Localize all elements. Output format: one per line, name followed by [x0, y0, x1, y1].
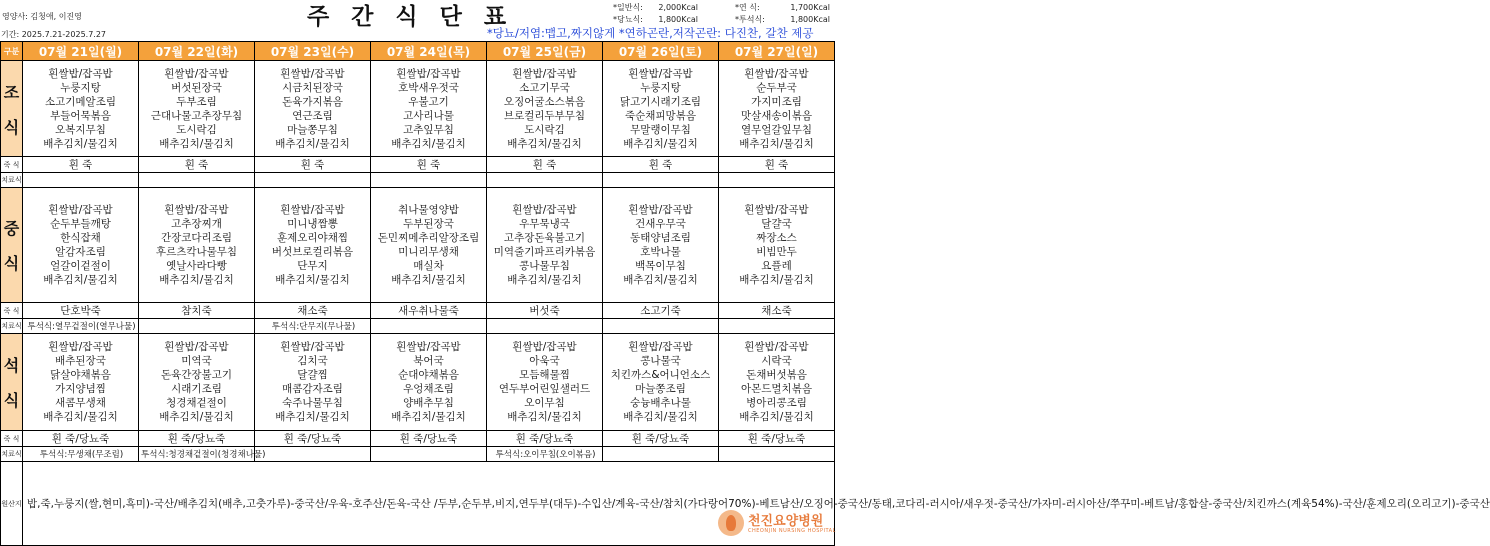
lunch-items-row	[1, 188, 835, 303]
menu-item: 배추김치/물김치	[507, 137, 582, 150]
menu-item: 흰쌀밥/잡곡밥	[628, 204, 693, 216]
menu-item: 고추장찌개	[171, 218, 222, 230]
menu-item: 흰쌀밥/잡곡밥	[744, 204, 809, 216]
treat-cell	[603, 173, 719, 188]
menu-item: 배추김치/물김치	[623, 411, 698, 423]
menu-cell	[603, 334, 719, 431]
menu-item: 병아리콩조림	[746, 397, 807, 409]
treat-label: 치료식	[1, 173, 23, 188]
menu-item: 흰쌀밥/잡곡밥	[164, 204, 229, 216]
menu-item: 흰쌀밥/잡곡밥	[512, 204, 577, 216]
menu-item: 달걀국	[761, 218, 792, 230]
menu-item: 옛날사라다빵	[166, 260, 227, 272]
menu-item: 배추김치/물김치	[159, 411, 234, 423]
menu-cell	[603, 188, 719, 303]
menu-item: 새콤무생채	[55, 397, 106, 409]
porridge-cell: 흰 죽	[719, 157, 835, 173]
menu-item: 맛살새송이볶음	[740, 109, 812, 122]
menu-item: 고사리나물	[403, 109, 454, 122]
menu-item: 버섯된장국	[171, 81, 222, 94]
kcal-value: 1,800Kcal	[658, 15, 698, 24]
treat-cell: 투석식:무생채(무조림)	[23, 447, 139, 462]
treat-cell	[255, 447, 371, 462]
lunch-treat-row	[1, 319, 835, 334]
menu-item: 부들어묵볶음	[50, 109, 111, 122]
menu-item: 얼갈이겉절이	[50, 260, 111, 272]
menu-item: 흰쌀밥/잡곡밥	[512, 341, 577, 353]
treat-cell: 투석식:청경채겉절이(청경채나물)	[139, 447, 255, 462]
menu-item: 흰쌀밥/잡곡밥	[628, 341, 693, 353]
menu-item: 미니냉짬뽕	[287, 218, 338, 230]
menu-item: 흰쌀밥/잡곡밥	[48, 341, 113, 353]
menu-item: 매실차	[413, 260, 444, 272]
menu-item: 요플레	[761, 260, 792, 272]
menu-item: 미역국	[181, 355, 212, 367]
menu-cell	[255, 188, 371, 303]
dinner-items-row	[1, 334, 835, 431]
treat-cell	[371, 173, 487, 188]
menu-item: 배추김치/물김치	[275, 274, 350, 286]
logo-name: 천진요양병원	[748, 514, 824, 529]
menu-item: 배추김치/물김치	[507, 411, 582, 423]
treat-cell	[719, 173, 835, 188]
diet-notes: *당뇨/저염:맵고,짜지않게 *연하곤란,저작곤란: 다진찬, 갈찬 제공	[487, 26, 814, 40]
menu-cell	[255, 61, 371, 157]
menu-item: 김치국	[297, 355, 328, 367]
nutritionists: 영양사: 김청애, 이진영	[2, 12, 82, 21]
treat-cell: 투석식:열무겉절이(열무나물)	[23, 319, 139, 334]
menu-item: 무말랭이무침	[630, 123, 691, 136]
menu-item: 배추김치/물김치	[391, 137, 466, 150]
porridge-cell: 흰 죽	[603, 157, 719, 173]
hospital-logo	[718, 508, 836, 538]
menu-cell	[487, 61, 603, 157]
porridge-cell: 참치죽	[139, 303, 255, 319]
menu-item: 시락국	[761, 355, 792, 367]
menu-item: 배추김치/물김치	[43, 411, 118, 423]
treat-cell	[371, 447, 487, 462]
menu-item: 미역줄기파프리카볶음	[493, 246, 596, 258]
origin-text: 밥,죽,누룽지(쌀,현미,흑미)-국산/배추김치(배추,고춧가루)-중국산/우육-호주산/돈육-국산 /두부,순두부,비지,연두부(대두)-수입산/계육-국산/참치(가다랑어70%)-베트남산/오징어-중국산/동태,코다리-러시아/새우젓-중국산/가자미-러시아산/쭈꾸미-베트남/홍합살-중국산/치킨까스(계육54%)-국산/훈제오리(오리고기)-중국산	[23, 462, 835, 546]
menu-item: 배추김치/물김치	[159, 137, 234, 150]
porridge-cell: 흰 죽/당뇨죽	[139, 431, 255, 447]
menu-item: 닭고기시래기조림	[619, 95, 702, 108]
menu-cell	[255, 334, 371, 431]
menu-item: 돈민찌메추리알장조림	[377, 232, 480, 244]
porridge-cell: 흰 죽/당뇨죽	[719, 431, 835, 447]
porridge-cell: 새우취나물죽	[371, 303, 487, 319]
porridge-cell: 소고기죽	[603, 303, 719, 319]
porridge-cell: 채소죽	[719, 303, 835, 319]
menu-item: 취나물영양밥	[398, 204, 459, 216]
treat-cell	[371, 319, 487, 334]
menu-item: 가지양념찜	[55, 383, 106, 395]
porridge-cell: 흰 죽	[371, 157, 487, 173]
meal-label-char: 중	[3, 219, 20, 238]
menu-item: 배추김치/물김치	[275, 137, 350, 150]
treat-cell	[719, 447, 835, 462]
menu-item: 건새우무국	[635, 218, 686, 230]
menu-item: 배추김치/물김치	[391, 411, 466, 423]
menu-item: 배추된장국	[55, 355, 106, 367]
menu-item: 오복지무침	[55, 123, 106, 136]
breakfast-treat-row	[1, 173, 835, 188]
day-header: 07월 21일(월)	[23, 42, 139, 61]
menu-item: 오이무침	[524, 397, 565, 409]
kcal-label: *일반식:	[613, 3, 643, 12]
menu-item: 시래기조림	[171, 383, 222, 395]
porridge-cell: 흰 죽	[23, 157, 139, 173]
menu-item: 흰쌀밥/잡곡밥	[280, 341, 345, 353]
menu-item: 근대나물고추장무침	[150, 109, 243, 122]
meal-label-char: 식	[3, 117, 20, 137]
menu-cell	[487, 188, 603, 303]
menu-item: 마늘쫑조림	[635, 383, 686, 395]
day-header: 07월 26일(토)	[603, 42, 719, 61]
menu-item: 간장코다리조림	[160, 232, 232, 244]
porridge-cell: 흰 죽/당뇨죽	[23, 431, 139, 447]
menu-item: 모듬해물찜	[519, 369, 570, 381]
menu-item: 흰쌀밥/잡곡밥	[48, 204, 113, 216]
menu-item: 흰쌀밥/잡곡밥	[164, 67, 229, 80]
menu-cell	[603, 61, 719, 157]
day-header: 07월 25일(금)	[487, 42, 603, 61]
day-header: 07월 23일(수)	[255, 42, 371, 61]
breakfast-porridge-row	[1, 157, 835, 173]
menu-item: 우무묵냉국	[519, 218, 570, 230]
porridge-cell: 흰 죽/당뇨죽	[603, 431, 719, 447]
menu-cell	[23, 334, 139, 431]
origin-label: 원산지	[1, 462, 23, 546]
menu-item: 순두부들깨탕	[50, 218, 111, 230]
day-header-row	[1, 42, 835, 61]
porridge-cell: 버섯죽	[487, 303, 603, 319]
menu-item: 동태양념조림	[630, 232, 691, 244]
porridge-cell: 흰 죽	[255, 157, 371, 173]
menu-item: 흰쌀밥/잡곡밥	[164, 341, 229, 353]
dinner-treat-row	[1, 447, 835, 462]
menu-item: 우엉채조림	[403, 383, 454, 395]
menu-item: 숙주나물무침	[282, 397, 343, 409]
menu-item: 흰쌀밥/잡곡밥	[396, 341, 461, 353]
porridge-label: 죽 식	[1, 157, 23, 173]
menu-cell	[487, 334, 603, 431]
breakfast-label	[1, 61, 23, 157]
menu-item: 흰쌀밥/잡곡밥	[280, 204, 345, 216]
porridge-cell: 흰 죽	[139, 157, 255, 173]
treat-cell: 투석식:단무지(무나물)	[255, 319, 371, 334]
treat-cell	[23, 173, 139, 188]
menu-item: 흰쌀밥/잡곡밥	[396, 67, 461, 80]
menu-cell	[139, 188, 255, 303]
treat-cell	[603, 447, 719, 462]
dinner-label	[1, 334, 23, 431]
menu-item: 연근조림	[292, 109, 333, 122]
menu-item: 호박새우젓국	[398, 81, 459, 94]
menu-item: 아욱국	[529, 355, 560, 367]
kcal-label: *당뇨식:	[613, 15, 643, 24]
menu-cell	[371, 334, 487, 431]
menu-item: 양배추무침	[403, 397, 454, 409]
menu-item: 치킨까스&어니언소스	[610, 369, 711, 381]
treat-cell	[487, 173, 603, 188]
menu-item: 시금치된장국	[282, 81, 343, 94]
menu-item: 닭살야채볶음	[50, 369, 111, 381]
menu-item: 아몬드멸치볶음	[740, 383, 812, 395]
menu-item: 브로컬리두부무침	[503, 109, 586, 122]
menu-table	[0, 41, 1490, 546]
treat-cell	[139, 173, 255, 188]
menu-item: 흰쌀밥/잡곡밥	[512, 67, 577, 80]
breakfast-items-row	[1, 61, 835, 157]
menu-item: 숭늉배추나물	[630, 397, 691, 409]
menu-item: 두부된장국	[403, 218, 454, 230]
page-title: 주 간 식 단 표	[306, 4, 514, 30]
menu-item: 청경채겉절이	[166, 397, 227, 409]
menu-cell	[23, 61, 139, 157]
dinner-porridge-row	[1, 431, 835, 447]
menu-item: 누룽지탕	[60, 81, 101, 94]
porridge-cell: 단호박죽	[23, 303, 139, 319]
menu-item: 소고기메알조림	[44, 95, 116, 108]
menu-item: 죽순채피망볶음	[624, 109, 696, 122]
kcal-label: *연 식:	[735, 3, 760, 12]
menu-cell	[371, 188, 487, 303]
menu-item: 연두부어린잎샐러드	[498, 383, 591, 395]
menu-item: 배추김치/물김치	[43, 274, 118, 286]
menu-cell	[23, 188, 139, 303]
menu-item: 짜장소스	[756, 232, 797, 244]
menu-item: 배추김치/물김치	[275, 411, 350, 423]
menu-item: 알감자조림	[55, 246, 106, 258]
menu-item: 고추장돈육불고기	[503, 232, 586, 244]
menu-item: 도시락김	[524, 123, 565, 136]
treat-cell	[719, 319, 835, 334]
porridge-cell: 흰 죽	[487, 157, 603, 173]
menu-item: 오징어굴소스볶음	[503, 95, 586, 108]
kcal-label: *투석식:	[735, 15, 765, 24]
menu-item: 콩나물무침	[519, 260, 570, 272]
porridge-cell: 채소죽	[255, 303, 371, 319]
origin-row	[1, 462, 835, 546]
menu-item: 배추김치/물김치	[507, 274, 582, 286]
menu-item: 도시락김	[176, 123, 217, 136]
day-header: 07월 22일(화)	[139, 42, 255, 61]
menu-item: 백목이무침	[635, 260, 686, 272]
menu-item: 누룽지탕	[640, 81, 681, 94]
menu-item: 흰쌀밥/잡곡밥	[744, 67, 809, 80]
menu-item: 돈채버섯볶음	[746, 369, 807, 381]
tree-logo-icon	[718, 510, 744, 536]
menu-item: 호박나물	[640, 246, 681, 258]
menu-item: 콩나물국	[640, 355, 681, 367]
meal-label-char: 조	[3, 82, 20, 102]
meal-label-char: 식	[3, 391, 20, 410]
day-header: 07월 24일(목)	[371, 42, 487, 61]
menu-item: 가지미조림	[751, 95, 802, 108]
menu-item: 배추김치/물김치	[739, 411, 814, 423]
menu-item: 단무지	[297, 260, 328, 272]
gubun-header: 구분	[1, 42, 23, 61]
menu-item: 배추김치/물김치	[391, 274, 466, 286]
day-header: 07월 27일(일)	[719, 42, 835, 61]
menu-item: 배추김치/물김치	[739, 274, 814, 286]
header	[0, 0, 835, 46]
menu-item: 매콤감자조림	[282, 383, 343, 395]
treat-cell	[487, 319, 603, 334]
menu-item: 고추잎무침	[403, 123, 454, 136]
porridge-cell: 흰 죽/당뇨죽	[487, 431, 603, 447]
porridge-cell: 흰 죽/당뇨죽	[371, 431, 487, 447]
menu-item: 배추김치/물김치	[623, 274, 698, 286]
treat-cell	[255, 173, 371, 188]
menu-cell	[719, 334, 835, 431]
menu-cell	[371, 61, 487, 157]
menu-cell	[139, 61, 255, 157]
menu-item: 훈제오리야채찜	[276, 232, 348, 244]
menu-item: 버섯브로컬리볶음	[271, 246, 354, 258]
meal-label-char: 식	[3, 254, 20, 273]
kcal-value: 1,800Kcal	[790, 15, 830, 24]
menu-item: 소고기무국	[519, 81, 570, 94]
menu-item: 두부조림	[176, 95, 217, 108]
menu-item: 흰쌀밥/잡곡밥	[48, 67, 113, 80]
menu-item: 순대야채볶음	[398, 369, 459, 381]
porridge-cell: 흰 죽/당뇨죽	[255, 431, 371, 447]
menu-item: 한식잡채	[60, 232, 101, 244]
menu-item: 마늘쫑무침	[287, 123, 338, 136]
period: 기간: 2025.7.21-2025.7.27	[1, 30, 107, 39]
menu-item: 열무얼갈잎무침	[740, 123, 812, 136]
treat-cell	[139, 319, 255, 334]
treat-cell	[603, 319, 719, 334]
menu-item: 배추김치/물김치	[739, 137, 814, 150]
menu-item: 북어국	[413, 355, 444, 367]
menu-item: 돈육가지볶음	[282, 95, 343, 108]
kcal-left	[613, 2, 698, 26]
menu-cell	[719, 61, 835, 157]
menu-item: 우불고기	[408, 95, 449, 108]
menu-cell	[719, 188, 835, 303]
meal-label-char: 석	[3, 356, 20, 375]
kcal-value: 2,000Kcal	[658, 3, 698, 12]
treat-label: 치료식	[1, 319, 23, 334]
treat-cell: 투석식:오이무침(오이볶음)	[487, 447, 603, 462]
menu-item: 배추김치/물김치	[43, 137, 118, 150]
menu-item: 흰쌀밥/잡곡밥	[744, 341, 809, 353]
lunch-label	[1, 188, 23, 303]
menu-item: 순두부국	[756, 81, 797, 94]
porridge-label: 죽 식	[1, 431, 23, 447]
menu-item: 후르츠칵나물무침	[155, 246, 238, 258]
menu-cell	[139, 334, 255, 431]
logo-subtitle: CHEONJIN NURSING HOSPITAL	[748, 528, 836, 534]
kcal-right	[735, 2, 830, 26]
menu-item: 비빔만두	[756, 246, 797, 258]
menu-item: 돈육간장불고기	[160, 369, 232, 381]
kcal-value: 1,700Kcal	[790, 3, 830, 12]
menu-item: 미니리무생채	[398, 246, 459, 258]
menu-item: 달걀찜	[297, 369, 328, 381]
lunch-porridge-row	[1, 303, 835, 319]
menu-item: 흰쌀밥/잡곡밥	[628, 67, 693, 80]
menu-item: 흰쌀밥/잡곡밥	[280, 67, 345, 80]
menu-item: 배추김치/물김치	[623, 137, 698, 150]
menu-item: 배추김치/물김치	[159, 274, 234, 286]
porridge-label: 죽 식	[1, 303, 23, 319]
treat-label: 치료식	[1, 447, 23, 462]
